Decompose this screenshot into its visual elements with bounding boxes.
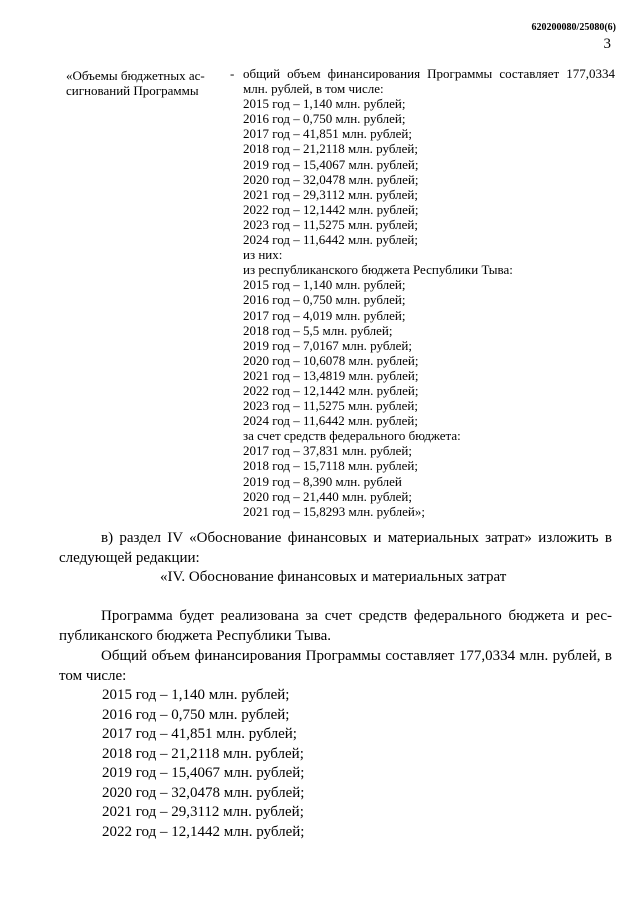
page-number: 3 — [603, 36, 611, 52]
instruction-paragraph — [59, 528, 612, 568]
funding-line: 2022 год – 12,1442 млн. рублей; — [243, 382, 419, 398]
section-heading-text: «IV. Обоснование финансовых и материальных затрат — [160, 569, 507, 585]
year-funding-line: 2021 год – 29,3112 млн. рублей; — [102, 804, 304, 820]
funding-line: 2018 год – 15,7118 млн. рублей; — [243, 458, 418, 474]
funding-line: млн. рублей, в том числе: — [243, 81, 384, 97]
passport-label — [66, 68, 221, 98]
funding-line: 2020 год – 10,6078 млн. рублей; — [243, 352, 419, 368]
funding-line: 2016 год – 0,750 млн. рублей; — [243, 111, 406, 127]
funding-line: 2020 год – 21,440 млн. рублей; — [243, 488, 412, 504]
funding-line: 2021 год – 15,8293 млн. рублей»; — [243, 503, 425, 519]
funding-line: 2023 год – 11,5275 млн. рублей; — [243, 216, 418, 232]
year-funding-line: 2019 год – 15,4067 млн. рублей; — [102, 765, 305, 781]
funding-line: 2018 год – 21,2118 млн. рублей; — [243, 141, 418, 157]
year-funding-line: 2018 год – 21,2118 млн. рублей; — [102, 745, 304, 762]
passport-label-line: «Объемы бюджетных ас- — [66, 68, 205, 83]
paragraph-1: Программа будет реализована за счет средств федерального бюджета и рес-публиканского бюджета Республики Тыва. — [59, 608, 612, 644]
funding-line: из них: — [243, 247, 283, 263]
year-funding-line: 2020 год – 32,0478 млн. рублей; — [102, 784, 305, 801]
year-funding-line: 2016 год – 0,750 млн. рублей; — [102, 706, 290, 723]
passport-label-line: сигнований Программы — [66, 83, 199, 98]
year-funding-line: 2015 год – 1,140 млн. рублей; — [102, 687, 290, 703]
section-heading — [59, 567, 612, 587]
funding-line: из республиканского бюджета Республики Тыва: — [243, 262, 513, 278]
section-body — [59, 606, 612, 842]
funding-line: 2016 год – 0,750 млн. рублей; — [243, 292, 406, 308]
year-funding-line: 2017 год – 41,851 млн. рублей; — [102, 726, 297, 742]
funding-lines — [243, 81, 615, 519]
funding-line: 2019 год – 8,390 млн. рублей — [243, 473, 402, 489]
document-number: 620200080/25080(6) — [531, 22, 616, 33]
funding-line: 2022 год – 12,1442 млн. рублей; — [243, 201, 419, 217]
funding-line: 2017 год – 4,019 млн. рублей; — [243, 307, 406, 323]
year-funding-line: 2022 год – 12,1442 млн. рублей; — [102, 823, 305, 840]
passport-funding-details — [243, 66, 615, 519]
paragraph-2: Общий объем финансирования Программы составляет 177,0334 млн. рублей, в том числе: — [59, 648, 612, 684]
funding-line: 2021 год – 29,3112 млн. рублей; — [243, 186, 418, 202]
funding-line: 2015 год – 1,140 млн. рублей; — [243, 277, 406, 293]
funding-line: 2020 год – 32,0478 млн. рублей; — [243, 171, 419, 187]
year-list — [59, 686, 612, 842]
funding-line: 2024 год – 11,6442 млн. рублей; — [243, 413, 418, 429]
list-dash: - — [230, 66, 235, 81]
funding-line: 2019 год – 15,4067 млн. рублей; — [243, 156, 419, 172]
funding-line: 2024 год – 11,6442 млн. рублей; — [243, 232, 418, 248]
funding-line: за счет средств федерального бюджета: — [243, 428, 461, 444]
funding-line: 2017 год – 41,851 млн. рублей; — [243, 126, 412, 142]
instruction-text: в) раздел IV «Обоснование финансовых и материальных затрат» изложить в следующей редакции: — [59, 530, 612, 566]
funding-line: 2017 год – 37,831 млн. рублей; — [243, 443, 412, 459]
funding-line: 2018 год – 5,5 млн. рублей; — [243, 322, 393, 338]
funding-total-line: общий объем финансирования Программы составляет 177,0334 — [243, 66, 615, 81]
funding-line: 2015 год – 1,140 млн. рублей; — [243, 96, 406, 112]
funding-line: 2023 год – 11,5275 млн. рублей; — [243, 398, 418, 414]
funding-line: 2021 год – 13,4819 млн. рублей; — [243, 367, 419, 383]
funding-line: 2019 год – 7,0167 млн. рублей; — [243, 337, 412, 353]
